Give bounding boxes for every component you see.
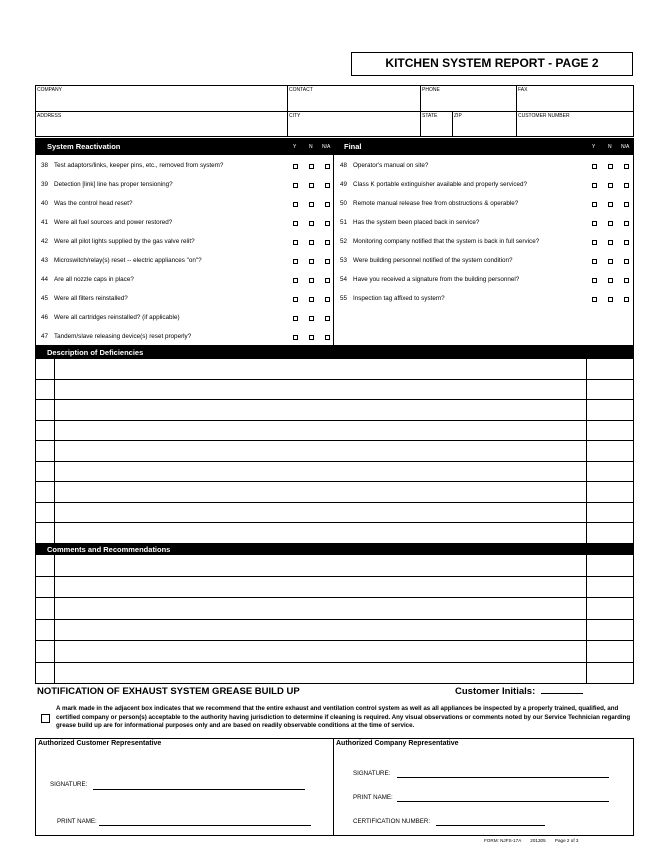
item-number: 51 <box>340 219 348 226</box>
checkbox-no[interactable] <box>608 202 613 207</box>
checklist-header-bar <box>35 138 634 155</box>
phone-label: PHONE <box>422 87 440 93</box>
divider <box>516 85 517 111</box>
checkbox-na[interactable] <box>325 278 330 283</box>
customer-print-name-label: PRINT NAME: <box>57 818 97 825</box>
row-divider <box>586 400 587 420</box>
reactivation-y-header: Y <box>293 144 297 150</box>
checkbox-yes[interactable] <box>293 316 298 321</box>
checkbox-no[interactable] <box>309 278 314 283</box>
contact-label: CONTACT <box>289 87 313 93</box>
row-divider <box>54 503 55 523</box>
checklist-item <box>340 276 519 283</box>
checklist-item <box>41 257 202 264</box>
item-number: 54 <box>340 276 348 283</box>
address-label: ADDRESS <box>37 113 62 119</box>
checklist-item <box>41 314 180 321</box>
item-number: 53 <box>340 257 348 264</box>
deficiency-row[interactable] <box>35 462 634 483</box>
item-number: 39 <box>41 181 49 188</box>
checkbox-no[interactable] <box>608 164 613 169</box>
checklist-item <box>340 257 513 264</box>
page-title: KITCHEN SYSTEM REPORT - PAGE 2 <box>351 52 633 76</box>
checkbox-yes[interactable] <box>592 202 597 207</box>
comment-row[interactable] <box>35 598 634 620</box>
row-divider <box>54 359 55 379</box>
reactivation-na-header: N/A <box>322 144 331 150</box>
item-number: 43 <box>41 257 49 264</box>
row-divider <box>54 577 55 598</box>
deficiency-row[interactable] <box>35 359 634 380</box>
deficiencies-title: Description of Deficiencies <box>47 348 144 357</box>
checkbox-yes[interactable] <box>592 240 597 245</box>
row-divider <box>586 441 587 461</box>
checkbox-na[interactable] <box>624 259 629 264</box>
checklist-item <box>41 333 191 340</box>
form-footer <box>484 838 578 843</box>
checkbox-yes[interactable] <box>293 278 298 283</box>
row-divider <box>54 462 55 482</box>
row-divider <box>586 359 587 379</box>
checklist-item <box>41 276 134 283</box>
checkbox-yes[interactable] <box>592 278 597 283</box>
item-question: Remote manual release free from obstructions & operable? <box>353 200 519 207</box>
grease-recommend-checkbox[interactable] <box>41 714 50 723</box>
checkbox-yes[interactable] <box>592 221 597 226</box>
signature-grid <box>35 738 634 836</box>
company-rep-title: Authorized Company Representative <box>336 740 459 747</box>
deficiency-row[interactable] <box>35 400 634 421</box>
zip-label: ZIP <box>454 113 462 119</box>
checkbox-no[interactable] <box>608 183 613 188</box>
checkbox-no[interactable] <box>309 240 314 245</box>
row-divider <box>586 380 587 400</box>
divider <box>287 85 288 137</box>
item-number: 46 <box>41 314 49 321</box>
checkbox-no[interactable] <box>608 221 613 226</box>
checkbox-na[interactable] <box>325 183 330 188</box>
checklist-item <box>41 238 195 245</box>
checklist-item <box>41 200 133 207</box>
row-divider <box>54 555 55 576</box>
company-signature-line[interactable] <box>397 777 609 778</box>
row-divider <box>54 482 55 502</box>
final-y-header: Y <box>592 144 596 150</box>
item-number: 55 <box>340 295 348 302</box>
checklist-item <box>41 181 173 188</box>
item-number: 42 <box>41 238 49 245</box>
checkbox-yes[interactable] <box>293 240 298 245</box>
checkbox-no[interactable] <box>608 297 613 302</box>
item-number: 50 <box>340 200 348 207</box>
checkbox-no[interactable] <box>608 259 613 264</box>
checkbox-yes[interactable] <box>592 183 597 188</box>
row-divider <box>586 620 587 641</box>
checkbox-yes[interactable] <box>293 202 298 207</box>
comments-title: Comments and Recommendations <box>47 545 171 554</box>
company-print-name-label: PRINT NAME: <box>353 794 393 801</box>
item-number: 48 <box>340 162 348 169</box>
checklist-item <box>340 219 479 226</box>
checkbox-na[interactable] <box>624 164 629 169</box>
grease-notice-title: NOTIFICATION OF EXHAUST SYSTEM GREASE BUILD UP <box>37 686 300 697</box>
checkbox-na[interactable] <box>325 259 330 264</box>
item-number: 45 <box>41 295 49 302</box>
row-divider <box>586 462 587 482</box>
deficiency-row[interactable] <box>35 482 634 503</box>
row-divider <box>54 663 55 684</box>
item-question: Were all cartridges reinstalled? (if applicable) <box>54 314 180 321</box>
customer-signature-label: SIGNATURE: <box>50 781 88 788</box>
checklist-divider <box>333 155 334 346</box>
final-title: Final <box>344 142 362 151</box>
deficiency-row[interactable] <box>35 380 634 401</box>
item-question: Test adaptors/links, keeper pins, etc., removed from system? <box>54 162 224 169</box>
certification-label: CERTIFICATION NUMBER: <box>353 818 431 825</box>
signature-divider <box>333 738 334 836</box>
checklist-item <box>340 238 539 245</box>
deficiency-row[interactable] <box>35 441 634 462</box>
comment-row[interactable] <box>35 577 634 599</box>
item-question: Tandem/slave releasing device(s) reset properly? <box>54 333 192 340</box>
row-divider <box>54 380 55 400</box>
checkbox-no[interactable] <box>309 202 314 207</box>
item-question: Microswitch/relay(s) reset -- electric appliances "on"? <box>54 257 202 264</box>
form-number: FORM: NJFS-17A <box>484 838 522 843</box>
checkbox-yes[interactable] <box>592 297 597 302</box>
checkbox-no[interactable] <box>309 297 314 302</box>
reactivation-n-header: N <box>309 144 313 150</box>
divider <box>516 111 517 137</box>
checkbox-yes[interactable] <box>293 183 298 188</box>
row-divider <box>586 503 587 523</box>
comments-header-bar <box>35 543 634 555</box>
checklist-item <box>340 162 428 169</box>
checkbox-na[interactable] <box>325 202 330 207</box>
checkbox-na[interactable] <box>624 297 629 302</box>
deficiency-row[interactable] <box>35 421 634 442</box>
checkbox-yes[interactable] <box>592 164 597 169</box>
row-divider <box>54 421 55 441</box>
row-divider <box>586 523 587 543</box>
item-question: Was the control head reset? <box>54 200 133 207</box>
checklist-item <box>340 181 527 188</box>
customer-number-label: CUSTOMER NUMBER <box>518 113 570 119</box>
checkbox-yes[interactable] <box>592 259 597 264</box>
page-number: Page 2 of 3 <box>554 838 579 843</box>
item-number: 47 <box>41 333 49 340</box>
item-question: Detection [link] line has proper tensioning? <box>54 181 173 188</box>
item-question: Were all filters reinstalled? <box>54 295 128 302</box>
row-divider <box>54 620 55 641</box>
deficiencies-header-bar <box>35 346 634 359</box>
comment-row[interactable] <box>35 555 634 577</box>
company-signature-label: SIGNATURE: <box>353 770 391 777</box>
row-divider <box>586 555 587 576</box>
checkbox-no[interactable] <box>608 278 613 283</box>
row-divider <box>586 663 587 684</box>
checkbox-na[interactable] <box>624 202 629 207</box>
divider <box>420 85 421 137</box>
checkbox-yes[interactable] <box>293 259 298 264</box>
checklist-item <box>340 200 518 207</box>
state-label: STATE <box>422 113 438 119</box>
row-divider <box>586 641 587 662</box>
item-question: Class K portable extinguisher available and properly serviced? <box>353 181 527 188</box>
item-question: Have you received a signature from the building personnel? <box>353 276 520 283</box>
grease-notice-text: A mark made in the adjacent box indicates that we recommend that the entire exhaust and ventilation control system as well as all appliances be inspected by a properly trained, qualified, and certified company or person(s) acceptable to the authority having jurisdiction to determine if cleaning is required. Any visual observations or comments noted by our Service Technician regarding grease build up are for informational purposes only and are based on readily observable conditions at the time of service. <box>56 705 631 730</box>
item-number: 40 <box>41 200 49 207</box>
item-number: 52 <box>340 238 348 245</box>
final-na-header: N/A <box>621 144 630 150</box>
checkbox-na[interactable] <box>325 297 330 302</box>
checkbox-na[interactable] <box>624 183 629 188</box>
row-divider <box>586 421 587 441</box>
checklist-item <box>41 295 128 302</box>
comment-row[interactable] <box>35 620 634 642</box>
checklist-item <box>340 295 445 302</box>
checkbox-no[interactable] <box>309 259 314 264</box>
divider <box>35 111 634 112</box>
item-question: Were building personnel notified of the system condition? <box>353 257 513 264</box>
item-number: 44 <box>41 276 49 283</box>
item-question: Were all pilot lights supplied by the gas valve relit? <box>54 238 195 245</box>
checkbox-na[interactable] <box>624 240 629 245</box>
checkbox-na[interactable] <box>325 164 330 169</box>
item-question: Are all nozzle caps in place? <box>54 276 134 283</box>
row-divider <box>54 400 55 420</box>
checkbox-na[interactable] <box>325 335 330 340</box>
comment-row[interactable] <box>35 641 634 663</box>
customer-initials-line[interactable] <box>541 693 583 694</box>
checkbox-na[interactable] <box>624 221 629 226</box>
customer-signature-line[interactable] <box>93 789 305 790</box>
customer-initials-label: Customer Initials: <box>455 686 536 697</box>
final-n-header: N <box>608 144 612 150</box>
comment-row[interactable] <box>35 663 634 685</box>
item-number: 41 <box>41 219 49 226</box>
customer-rep-title: Authorized Customer Representative <box>38 740 162 747</box>
checkbox-no[interactable] <box>309 316 314 321</box>
form-code: 201305 <box>530 838 546 843</box>
company-label: COMPANY <box>37 87 62 93</box>
item-question: Monitoring company notified that the system is back in full service? <box>353 238 540 245</box>
checkbox-no[interactable] <box>309 335 314 340</box>
checkbox-no[interactable] <box>309 221 314 226</box>
checklist-item <box>41 219 172 226</box>
checkbox-na[interactable] <box>325 240 330 245</box>
customer-print-name-line[interactable] <box>99 825 311 826</box>
item-number: 49 <box>340 181 348 188</box>
item-question: Operator's manual on site? <box>353 162 429 169</box>
company-print-name-line[interactable] <box>397 801 609 802</box>
item-question: Has the system been placed back in service? <box>353 219 480 226</box>
checkbox-no[interactable] <box>608 240 613 245</box>
row-divider <box>54 641 55 662</box>
fax-label: FAX <box>518 87 528 93</box>
item-number: 38 <box>41 162 49 169</box>
row-divider <box>586 482 587 502</box>
item-question: Were all fuel sources and power restored? <box>54 219 173 226</box>
checkbox-na[interactable] <box>624 278 629 283</box>
row-divider <box>586 598 587 619</box>
checkbox-yes[interactable] <box>293 297 298 302</box>
city-label: CITY <box>289 113 301 119</box>
checkbox-yes[interactable] <box>293 221 298 226</box>
item-question: Inspection tag affixed to system? <box>353 295 445 302</box>
system-reactivation-title: System Reactivation <box>47 142 121 151</box>
row-divider <box>54 523 55 543</box>
checkbox-no[interactable] <box>309 164 314 169</box>
checkbox-no[interactable] <box>309 183 314 188</box>
divider <box>452 111 453 137</box>
row-divider <box>54 598 55 619</box>
row-divider <box>586 577 587 598</box>
checkbox-yes[interactable] <box>293 335 298 340</box>
certification-line[interactable] <box>436 825 545 826</box>
customer-initials[interactable] <box>455 686 583 697</box>
deficiency-row[interactable] <box>35 523 634 544</box>
checklist-item <box>41 162 223 169</box>
deficiency-row[interactable] <box>35 503 634 524</box>
row-divider <box>54 441 55 461</box>
checkbox-yes[interactable] <box>293 164 298 169</box>
checkbox-na[interactable] <box>325 221 330 226</box>
checkbox-na[interactable] <box>325 316 330 321</box>
